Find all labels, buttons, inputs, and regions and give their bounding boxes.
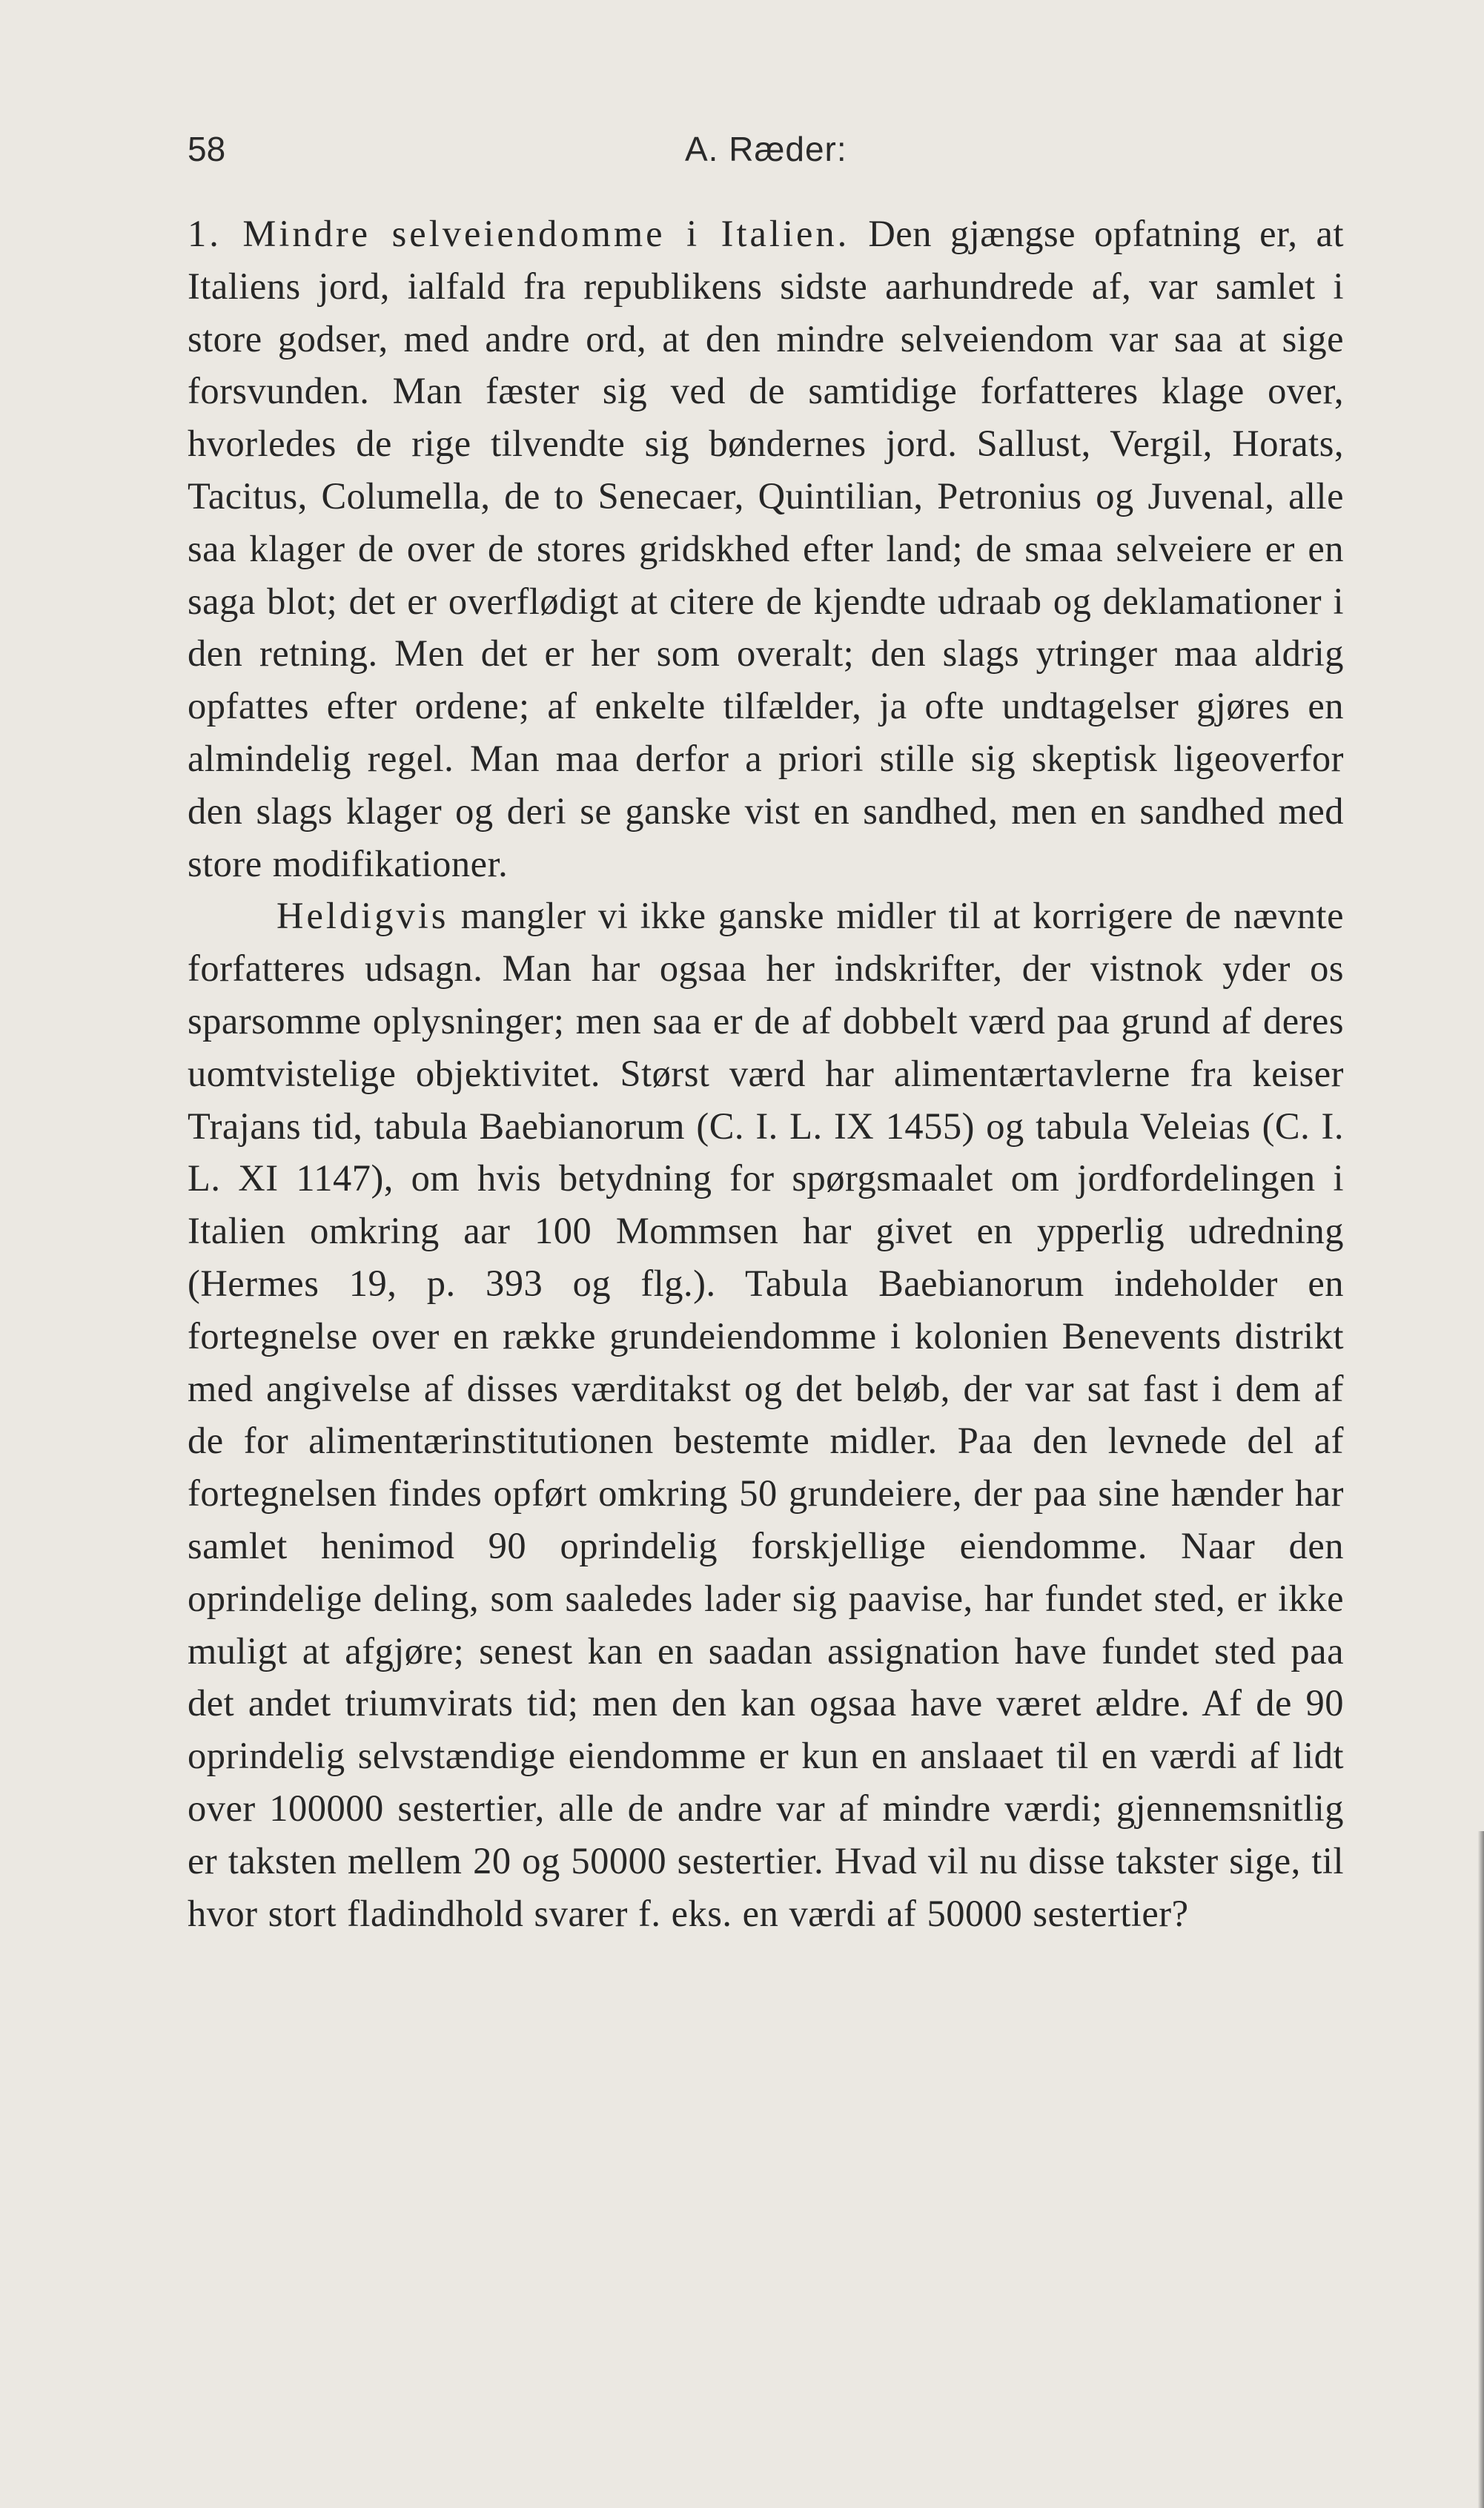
paragraph-2-text: mangler vi ikke ganske midler til at korrigere de nævnte forfatteres udsagn. Man har ogsaa her indskrifter, der vistnok yder os sparsomme oplysninger; men saa er de af dobbelt værd paa grund af deres uomtvistelige objektivitet. Størst værd har alimentærtavlerne fra keiser Trajans tid, tabula Baebianorum (C. I. L. IX 1455) og tabula Veleias (C. I. L. XI 1147), om hvis betydning for spørgsmaalet om jordfordelingen i Italien omkring aar 100 Mommsen har givet en ypperlig udredning (Hermes 19, p. 393 og flg.). Tabula Baebianorum indeholder en fortegnelse over en række grundeiendomme i kolonien Benevents distrikt med angivelse af disses værditakst og det beløb, der var sat fast i dem af de for alimentærinstitutionen bestemte midler. Paa den levnede del af fortegnelsen findes opført omkring 50 grundeiere, der paa sine hænder har samlet henimod 90 oprindelig forskjellige eiendomme. Naar den oprindelige deling, som saaledes lader sig paavise, har fundet sted, er ikke muligt at afgjøre; senest kan en saadan assignation have fundet sted paa det andet triumvirats tid; men den kan ogsaa have været ældre. Af de 90 oprindelig selvstændige eiendomme er kun en anslaaet til en værdi af lidt over 100000 sestertier, alle de andre var af mindre værdi; gjennemsnitlig er taksten mellem 20 og 50000 sestertier. Hvad vil nu disse takster sige, til hvor stort fladindhold svarer f. eks. en værdi af 50000 sestertier? bbox=[188, 895, 1344, 1934]
section-heading: 1. Mindre selveiendomme i Italien. bbox=[188, 213, 850, 254]
paragraph-2-lead: Heldigvis bbox=[276, 895, 449, 937]
body-text bbox=[188, 208, 1344, 1939]
page-header bbox=[188, 123, 1344, 175]
running-head: A. Ræder: bbox=[685, 130, 847, 168]
paragraph-2 bbox=[188, 890, 1344, 1939]
page-number: 58 bbox=[188, 130, 226, 168]
paragraph-1-text: Den gjængse opfatning er, at Italiens jord, ialfald fra republikens sidste aarhundrede af, var samlet i store godser, med andre ord, at den mindre selveiendom var saa at sige forsvunden. Man fæster sig ved de samtidige forfatteres klage over, hvorledes de rige tilvendte sig bøndernes jord. Sallust, Vergil, Horats, Tacitus, Columella, de to Senecaer, Quintilian, Petronius og Juvenal, alle saa klager de over de stores gridskhed efter land; de smaa selveiere er en saga blot; det er overflødigt at citere de kjendte udraab og deklamationer i den retning. Men det er her som overalt; den slags ytringer maa aldrig opfattes efter ordene; af enkelte tilfælder, ja ofte undtagelser gjøres en almindelig regel. Man maa derfor a priori stille sig skeptisk ligeoverfor den slags klager og deri se ganske vist en sandhed, men en sandhed med store modifikationer. bbox=[188, 213, 1344, 884]
paragraph-1 bbox=[188, 208, 1344, 890]
page-edge-shadow bbox=[1478, 1831, 1484, 2508]
